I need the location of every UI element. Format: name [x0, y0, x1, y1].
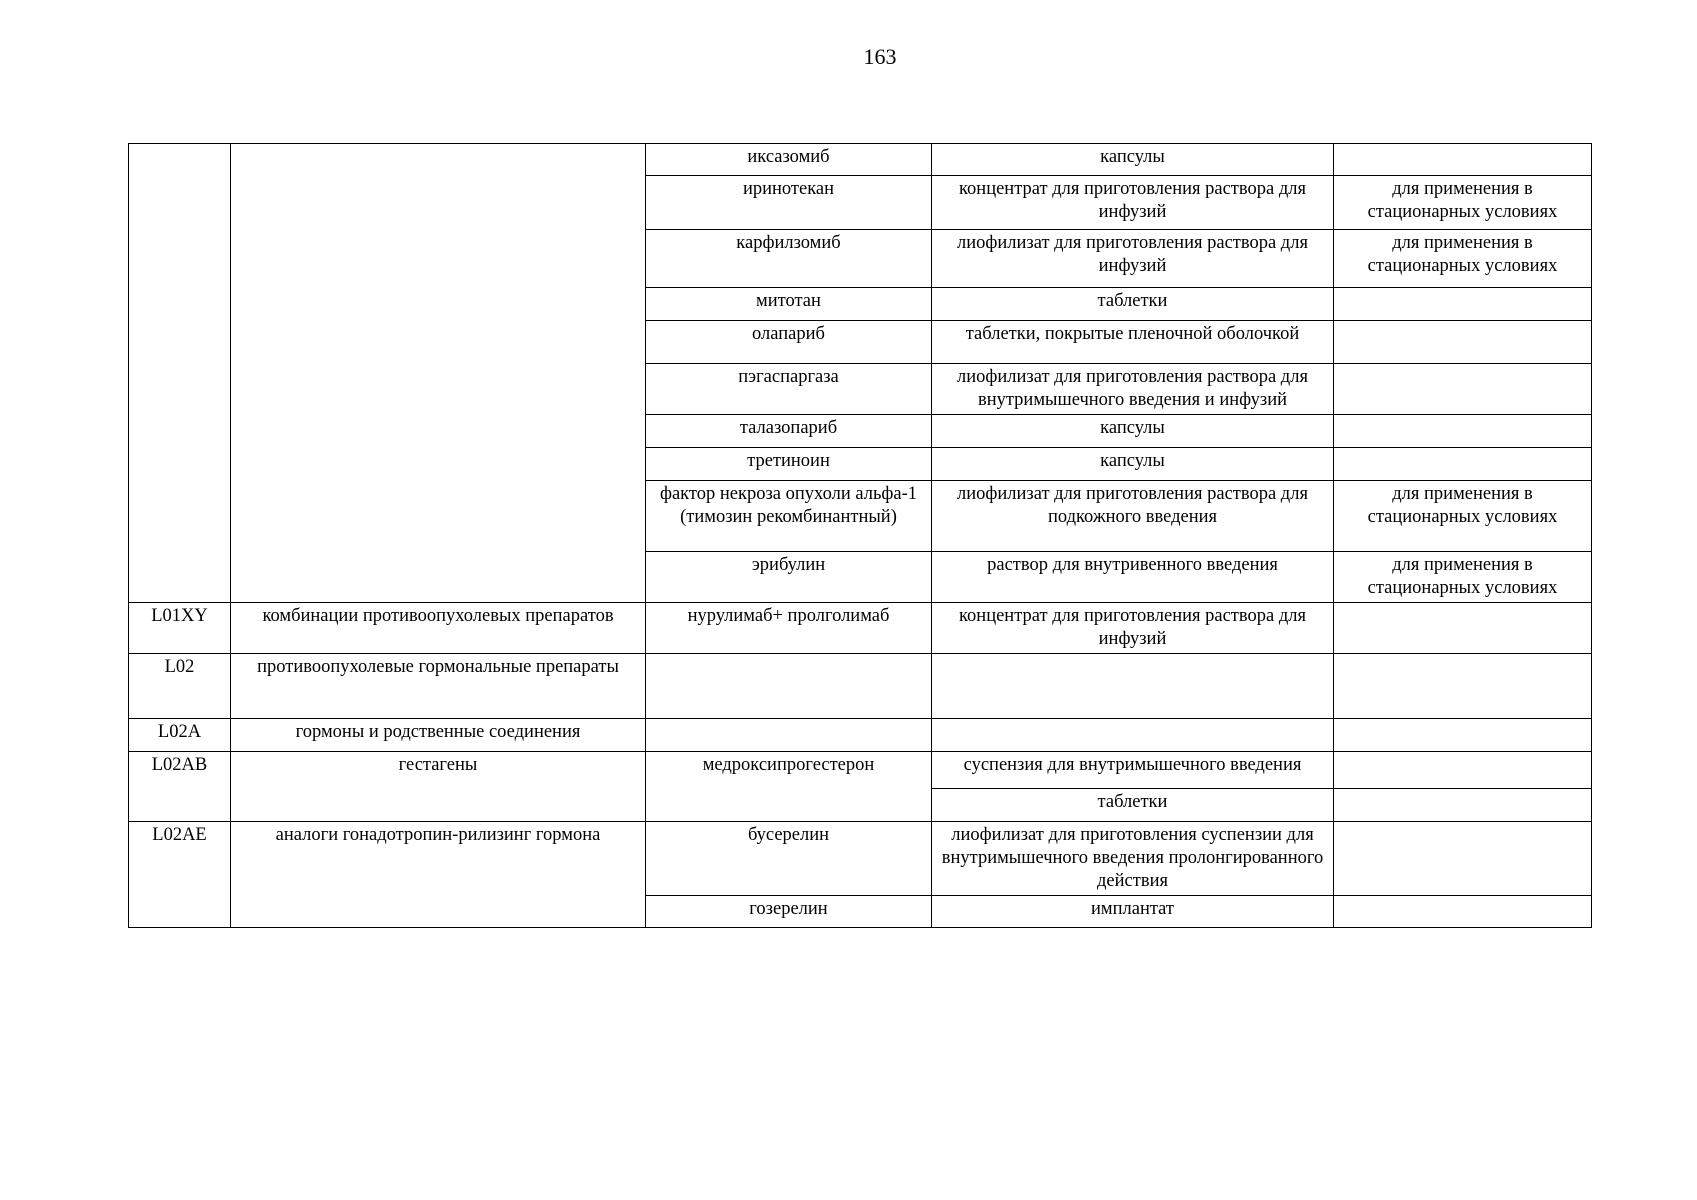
inn-cell: пэгаспаргаза	[646, 364, 932, 415]
dosage-form-cell: концентрат для приготовления раствора для инфузий	[932, 176, 1334, 230]
inn-cell: талазопариб	[646, 415, 932, 448]
dosage-form-cell: капсулы	[932, 448, 1334, 481]
atc-code-cell: L02AE	[129, 822, 231, 928]
note-cell: для применения в стационарных условиях	[1334, 552, 1592, 603]
note-cell	[1334, 415, 1592, 448]
dosage-form-cell: имплантат	[932, 896, 1334, 928]
note-cell	[1334, 321, 1592, 364]
dosage-form-cell: таблетки, покрытые пленочной оболочкой	[932, 321, 1334, 364]
inn-cell: третиноин	[646, 448, 932, 481]
inn-cell: карфилзомиб	[646, 230, 932, 288]
note-cell	[1334, 719, 1592, 752]
table-row	[129, 603, 1592, 654]
dosage-form-cell: таблетки	[932, 288, 1334, 321]
atc-code-cell	[129, 144, 231, 603]
dosage-form-cell: капсулы	[932, 144, 1334, 176]
atc-code-cell: L02A	[129, 719, 231, 752]
group-name-cell: противоопухолевые гормональные препараты	[231, 654, 646, 719]
dosage-form-cell: раствор для внутривенного введения	[932, 552, 1334, 603]
inn-cell: иксазомиб	[646, 144, 932, 176]
group-name-cell: аналоги гонадотропин-рилизинг гормона	[231, 822, 646, 928]
group-name-cell	[231, 144, 646, 603]
note-cell	[1334, 603, 1592, 654]
atc-code-cell: L02	[129, 654, 231, 719]
inn-cell: гозерелин	[646, 896, 932, 928]
note-cell	[1334, 789, 1592, 822]
page-number: 163	[863, 44, 897, 69]
inn-cell	[646, 719, 932, 752]
group-name-cell: гормоны и родственные соединения	[231, 719, 646, 752]
dosage-form-cell: таблетки	[932, 789, 1334, 822]
note-cell	[1334, 364, 1592, 415]
group-name-cell: гестагены	[231, 752, 646, 822]
dosage-form-cell: лиофилизат для приготовления раствора для внутримышечного введения и инфузий	[932, 364, 1334, 415]
note-cell: для применения в стационарных условиях	[1334, 176, 1592, 230]
inn-cell: иринотекан	[646, 176, 932, 230]
dosage-form-cell: лиофилизат для приготовления суспензии для внутримышечного введения пролонгированного действия	[932, 822, 1334, 896]
note-cell	[1334, 896, 1592, 928]
group-name-cell: комбинации противоопухолевых препаратов	[231, 603, 646, 654]
dosage-form-cell	[932, 654, 1334, 719]
note-cell	[1334, 822, 1592, 896]
dosage-form-cell	[932, 719, 1334, 752]
note-cell	[1334, 448, 1592, 481]
table-row	[129, 822, 1592, 896]
drug-table	[128, 143, 1592, 928]
table-row	[129, 144, 1592, 176]
dosage-form-cell: лиофилизат для приготовления раствора для инфузий	[932, 230, 1334, 288]
atc-code-cell: L02AB	[129, 752, 231, 822]
inn-cell: эрибулин	[646, 552, 932, 603]
inn-cell: нурулимаб+ пролголимаб	[646, 603, 932, 654]
note-cell	[1334, 144, 1592, 176]
note-cell	[1334, 654, 1592, 719]
note-cell: для применения в стационарных условиях	[1334, 230, 1592, 288]
dosage-form-cell: капсулы	[932, 415, 1334, 448]
table-row	[129, 752, 1592, 789]
table-row	[129, 719, 1592, 752]
atc-code-cell: L01XY	[129, 603, 231, 654]
inn-cell	[646, 654, 932, 719]
dosage-form-cell: концентрат для приготовления раствора для инфузий	[932, 603, 1334, 654]
table-row	[129, 654, 1592, 719]
inn-cell: медроксипрогестерон	[646, 752, 932, 822]
note-cell: для применения в стационарных условиях	[1334, 481, 1592, 552]
inn-cell: фактор некроза опухоли альфа-1 (тимозин рекомбинантный)	[646, 481, 932, 552]
inn-cell: митотан	[646, 288, 932, 321]
inn-cell: бусерелин	[646, 822, 932, 896]
dosage-form-cell: суспензия для внутримышечного введения	[932, 752, 1334, 789]
dosage-form-cell: лиофилизат для приготовления раствора для подкожного введения	[932, 481, 1334, 552]
inn-cell: олапариб	[646, 321, 932, 364]
note-cell	[1334, 288, 1592, 321]
note-cell	[1334, 752, 1592, 789]
